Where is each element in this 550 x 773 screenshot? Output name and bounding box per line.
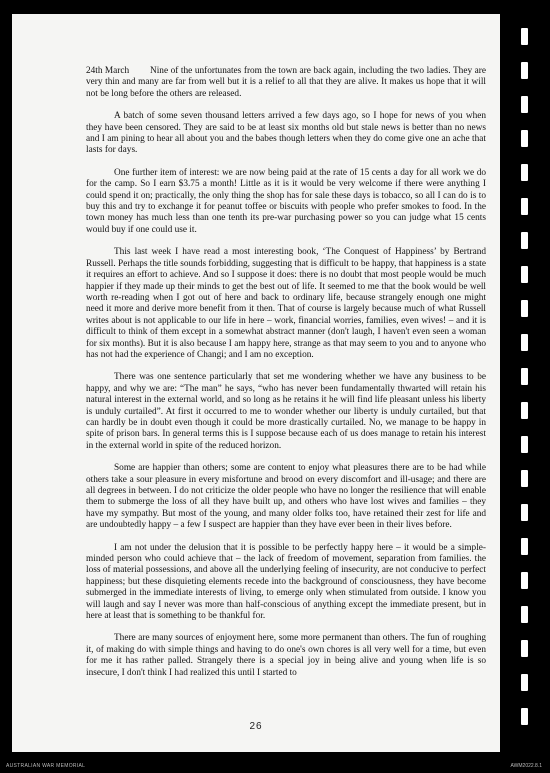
binding-hole <box>521 640 528 657</box>
binding-hole <box>521 538 528 555</box>
binding-hole <box>521 470 528 487</box>
binding-hole <box>521 232 528 249</box>
binding-hole <box>521 62 528 79</box>
binding-hole <box>521 674 528 691</box>
binding-holes <box>521 28 528 748</box>
document-page <box>12 14 500 752</box>
binding-hole <box>521 300 528 317</box>
binding-hole <box>521 198 528 215</box>
binding-hole <box>521 504 528 521</box>
paragraph-text: Nine of the unfortunates from the town are back again, including the two ladies. They are very thin and many are far from well but it is a relief to all that they are alive. It makes us hope that it will not be long before the others are released. <box>86 66 486 99</box>
binding-hole <box>521 96 528 113</box>
binding-hole <box>521 164 528 181</box>
paragraph: There are many sources of enjoyment here, some more permanent than others. The fun of roughing it, of making do with simple things and having to do one's own chores is all very well for a time, but even for me it has rather palled. Strangely there is a special joy in being alive and young when life is so insecure, I don't think I had realized this until I started to <box>86 633 486 678</box>
paragraph: I am not under the delusion that it is possible to be perfectly happy here – it would be a simple-minded person who could achieve that – the lack of freedom of movement, separation from families. the loss of material possessions, and above all the underlying feeling of insecurity, are not conducive to perfect happiness; but these disquieting elements recede into the background of consciousness, they have become submerged in the immediate interests of living, to emerge only when stimulated from outside. I know you will laugh and say I never was more than half-conscious of anything except the immediate present, but in here at least that is something to be thankful for. <box>86 542 486 622</box>
binding-hole <box>521 606 528 623</box>
binding-hole <box>521 334 528 351</box>
page-number: 26 <box>249 721 263 732</box>
paragraph: A batch of some seven thousand letters arrived a few days ago, so I hope for news of you when they have been censored. They are said to be at least six months old but stale news is better than no news and I am pining to hear all about you and the babes though letters when they do come give one an ache that lasts for days. <box>86 111 486 156</box>
binding-hole <box>521 402 528 419</box>
binding-hole <box>521 572 528 589</box>
paragraph: One further item of interest: we are now being paid at the rate of 15 cents a day for all work we do for the camp. So I earn $3.75 a month! Little as it is it would be very welcome if there were anything I could spend it on; practically, the only thing the shop has for sale these days is tobacco, so all I can do is to buy this and try to exchange it for peanut toffee or biscuits with people who prefer smokes to food. In the town money has much less than one tenth its pre-war purchasing power so you can judge what 15 cents would buy if one could use it. <box>86 167 486 235</box>
document-body <box>86 66 486 690</box>
paragraph: Some are happier than others; some are content to enjoy what pleasures there are to be had while others take a sour pleasure in every misfortune and brood on every discomfort and ill-usage; and there are all degrees in between. I do not criticize the older people who have no longer the resilience that will enable them to submerge the loss of all they have built up, and others who have lost wives and families – they have my sympathy. But most of the young, and many older folks too, have retained their zest for life and are undoubtedly happy – a few I suspect are happier than they have ever been in their lives before. <box>86 463 486 531</box>
binding-hole <box>521 436 528 453</box>
paragraph: There was one sentence particularly that set me wondering whether we have any business to be happy, and why we are: “The man” he says, “who has never been fundamentally thwarted will retain his natural interest in the external world, and so long as he retains it he will find life pleasant unless his liberty is unduly curtailed”. At first it occurred to me to wonder whether our liberty is unduly curtailed, but that can hardly be in doubt even though it could be more drastically curtailed. No, we manage to be happy in spite of prison bars. In general terms this is I suppose because each of us does manage to retain his interest in the external world in spite of the reduced horizon. <box>86 372 486 451</box>
archive-reference: AWM2022.8.1 <box>510 763 542 769</box>
archive-credit: AUSTRALIAN WAR MEMORIAL <box>6 763 86 769</box>
binding-hole <box>521 28 528 45</box>
entry-date: 24th March <box>86 66 130 76</box>
binding-hole <box>521 266 528 283</box>
binding-hole <box>521 130 528 147</box>
binding-hole <box>521 368 528 385</box>
paragraph: This last week I have read a most interesting book, ‘The Conquest of Happiness’ by Bertrand Russell. Perhaps the title sounds forbidding, suggesting that is difficult to be happy, that happiness is a state it requires an effort to achieve. And so I suppose it does: there is no doubt that most people would be much happier if they made up their minds to get the best out of life. It seemed to me that the book would be well worth re-reading when I got out of here and back to ordinary life, because strangely enough one might need it more and derive more benefit from it then. That of course is largely because much of what Russell writes about is not applicable to our life in here – work, financial worries, families, even wives! – and it is difficult to think of them except in a somewhat abstract manner (don't laugh, I haven't even seen a woman for six months). But it is also because I am happy here, strange as that may seem to you and to anyone who has not had the experience of Changi; and I am no exception. <box>86 247 486 360</box>
paragraph <box>86 66 486 100</box>
binding-hole <box>521 708 528 725</box>
